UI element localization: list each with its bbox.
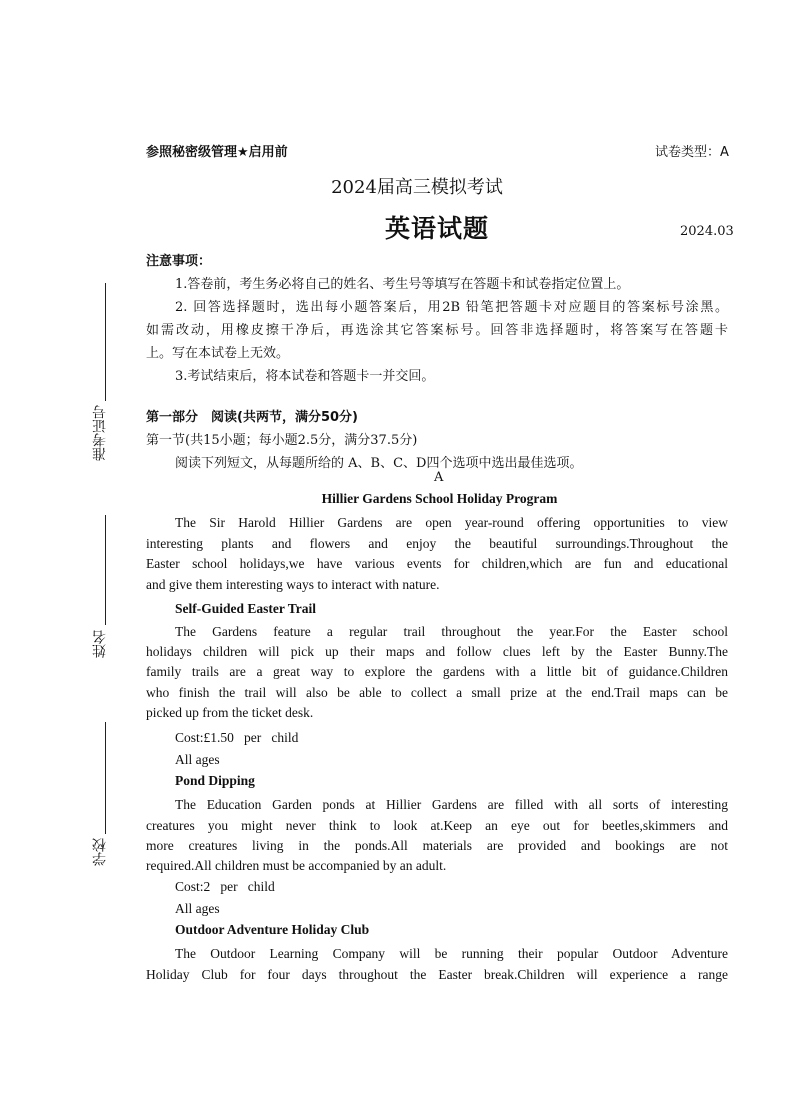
- trail-cost: Cost:£1.50 per child: [175, 730, 299, 745]
- trail-line-1: The Gardens feature a regular trail throughout the year.For the Easter school: [175, 624, 728, 639]
- passage-letter: A: [434, 470, 444, 485]
- pond-line-2: creatures you might never think to look at.Keep an eye out for beetles,skimmers and: [146, 818, 728, 833]
- margin-line-exam-number: [105, 283, 106, 401]
- margin-label-exam-number: 准考证号: [92, 405, 108, 461]
- trail-ages: All ages: [175, 752, 220, 767]
- trail-line-5: picked up from the ticket desk.: [146, 705, 314, 720]
- margin-label-name: 姓名: [92, 630, 108, 658]
- notice-item-2-line-2: 如需改动，用橡皮擦干净后，再选涂其它答案标号。回答非选择题时，将答案写在答题卡: [146, 323, 728, 338]
- trail-line-2: holidays children will pick up their maps and follow clues left by the Easter Bunny.The: [146, 644, 728, 659]
- notice-item-1: 1.答卷前，考生务必将自己的姓名、考生号等填写在答题卡和试卷指定位置上。: [175, 277, 630, 292]
- exam-title: 2024届高三模拟考试: [331, 177, 503, 198]
- club-heading: Outdoor Adventure Holiday Club: [175, 922, 370, 937]
- pond-line-1: The Education Garden ponds at Hillier Gardens are filled with all sorts of interesting: [175, 797, 728, 812]
- club-line-2: Holiday Club for four days throughout the Easter break.Children will experience a range: [146, 967, 728, 982]
- section-one-heading: 第一节(共15小题；每小题2.5分，满分37.5分): [146, 433, 418, 448]
- passage-title: Hillier Gardens School Holiday Program: [321, 491, 558, 506]
- notice-item-3: 3.考试结束后，将本试卷和答题卡一并交回。: [175, 369, 435, 384]
- pond-line-3: more creatures living in the ponds.All materials are provided and bookings are not: [146, 838, 728, 853]
- pond-ages: All ages: [175, 901, 220, 916]
- intro-line-4: and give them interesting ways to interact with nature.: [146, 577, 440, 592]
- margin-line-name: [105, 515, 106, 625]
- trail-line-4: who finish the trail will also be able to collect a small prize at the end.Trail maps can be: [146, 685, 728, 700]
- intro-line-1: The Sir Harold Hillier Gardens are open year-round offering opportunities to view: [175, 515, 728, 530]
- intro-line-2: interesting plants and flowers and enjoy the beautiful surroundings.Throughout the: [146, 536, 728, 551]
- section-instruction: 阅读下列短文，从每题所给的 A、B、C、D四个选项中选出最佳选项。: [175, 456, 583, 471]
- confidential-label: 参照秘密级管理★启用前: [146, 145, 288, 160]
- pond-cost: Cost:2 per child: [175, 879, 275, 894]
- intro-line-3: Easter school holidays,we have various events for children,which are fun and educational: [146, 556, 728, 571]
- trail-heading: Self-Guided Easter Trail: [175, 601, 317, 616]
- trail-line-3: family trails are a great way to explore the gardens with a little bit of guidance.Children: [146, 664, 728, 679]
- exam-date: 2024.03: [680, 224, 734, 239]
- part-one-heading: 第一部分 阅读(共两节，满分50分): [146, 410, 358, 425]
- notice-item-2-line-1: 2. 回答选择题时，选出每小题答案后，用2B 铅笔把答题卡对应题目的答案标号涂黑。: [175, 300, 728, 315]
- paper-type-label: 试卷类型：A: [655, 145, 729, 160]
- margin-label-school: 学校: [92, 838, 108, 866]
- notice-item-2-line-3: 上。写在本试卷上无效。: [146, 346, 290, 361]
- pond-line-4: required.All children must be accompanied by an adult.: [146, 858, 447, 873]
- subject-title: 英语试题: [385, 214, 490, 243]
- notice-heading: 注意事项：: [146, 254, 212, 269]
- pond-heading: Pond Dipping: [175, 773, 255, 788]
- club-line-1: The Outdoor Learning Company will be running their popular Outdoor Adventure: [175, 946, 728, 961]
- margin-line-school: [105, 722, 106, 834]
